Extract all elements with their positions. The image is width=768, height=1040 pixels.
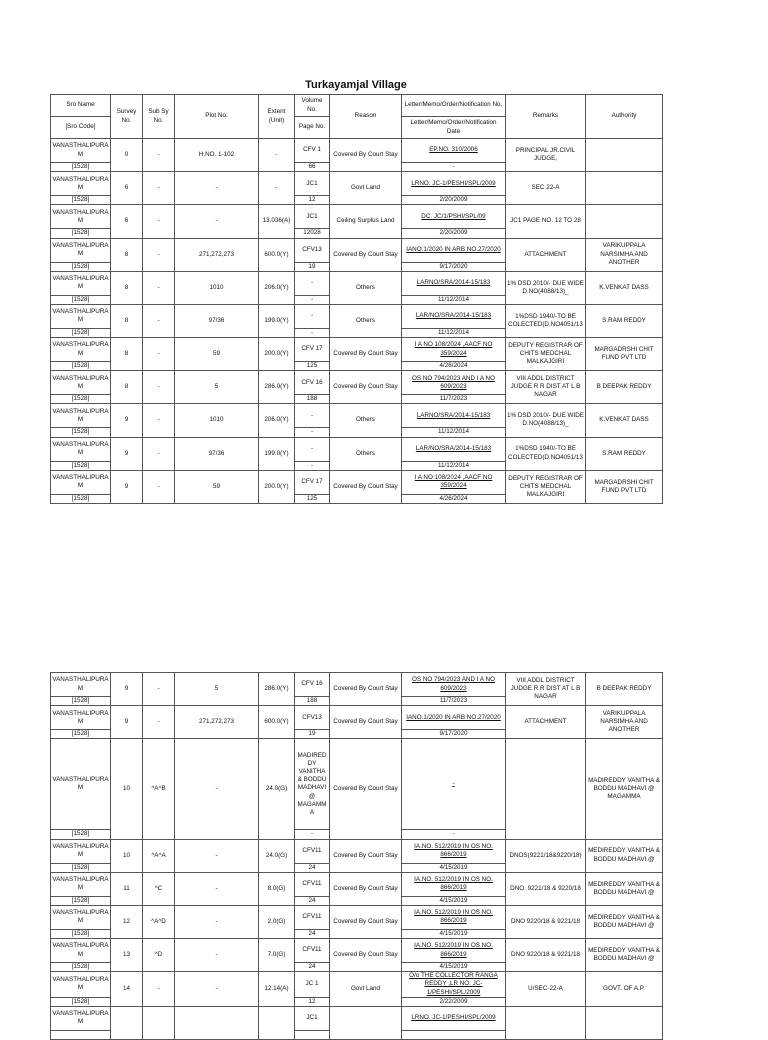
page-cell: 24 [295, 963, 330, 972]
authority-cell: MADIREDDY VANITHA & BODDU MADHAVI @ MAGAMMA [586, 739, 663, 839]
sro-name-cell: VANASTHALIPURAM [51, 939, 111, 963]
header-volume: Volume No. [295, 95, 330, 117]
survey-cell: 12 [111, 905, 143, 938]
sro-name-cell: VANASTHALIPURAM [51, 238, 111, 262]
plot-cell: - [175, 872, 259, 905]
table-row [51, 238, 663, 262]
reason-cell: Others [330, 304, 402, 337]
table-row [51, 470, 663, 494]
survey-cell [111, 1006, 143, 1039]
sro-name-cell: VANASTHALIPURAM [51, 839, 111, 863]
authority-cell: MARGADRSHI CHIT FUND PVT LTD [586, 470, 663, 503]
subsy-cell [143, 1006, 175, 1039]
letter-no-cell: LAR/NO/SRA/2014-15/183 [402, 437, 506, 461]
header-survey: Survey No. [111, 95, 143, 139]
plot-cell: 5 [175, 371, 259, 404]
table-row [51, 839, 663, 863]
extent-cell: 600.0(Y) [259, 706, 295, 739]
letter-no-cell: LARNO/SRA/2014-15/183 [402, 404, 506, 428]
survey-cell: 9 [111, 673, 143, 706]
letter-no-cell: I A NO 108/2024 ,AACF NO 359/2024 [402, 470, 506, 494]
header-plot: Plot No. [175, 95, 259, 139]
survey-cell: 9 [111, 706, 143, 739]
header-remarks: Remarks [506, 95, 586, 139]
page-cell: - [295, 830, 330, 839]
authority-cell: GOVT. OF A.P. [586, 972, 663, 1007]
volume-cell: - [295, 404, 330, 428]
reason-cell: Others [330, 404, 402, 437]
extent-cell: - [259, 139, 295, 172]
subsy-cell: ^C [143, 872, 175, 905]
sro-name-cell: VANASTHALIPURAM [51, 673, 111, 697]
remarks-cell: 1% DSD 2010/- DUE WIDE D.NO(4088/13)_ [506, 404, 586, 437]
header-authority: Authority [586, 95, 663, 139]
sro-name-cell: VANASTHALIPURAM [51, 1006, 111, 1030]
volume-cell: - [295, 437, 330, 461]
page-cell: 19 [295, 262, 330, 271]
sro-code-cell: [1528] [51, 328, 111, 337]
subsy-cell: - [143, 205, 175, 238]
page-cell: - [295, 428, 330, 437]
authority-cell: MEDIREDDY VANITHA & BODDU MADHAVI @ [586, 939, 663, 972]
survey-cell: 9 [111, 470, 143, 503]
authority-cell: MEDIREDDY VANITHA & BODDU MADHAVI @ [586, 905, 663, 938]
reason-cell: Ceiling Surplus Land [330, 205, 402, 238]
table-row [51, 872, 663, 896]
plot-cell [175, 1006, 259, 1039]
plot-cell: 59 [175, 338, 259, 371]
letter-no-cell: IANO.1/2020 IN ARB NO.27/2020 [402, 238, 506, 262]
plot-cell: - [175, 839, 259, 872]
sro-code-cell: [1528] [51, 163, 111, 172]
letter-no-cell: IA.NO. 512/2019 IN OS NO. 866/2019 [402, 839, 506, 863]
letter-no-cell: IA.NO. 512/2019 IN OS NO. 866/2019 [402, 905, 506, 929]
sro-name-cell: VANASTHALIPURAM [51, 172, 111, 196]
letter-date-cell: 4/15/2019 [402, 963, 506, 972]
plot-cell: 1010 [175, 271, 259, 304]
table-row [51, 172, 663, 196]
volume-cell: CFV 17 [295, 338, 330, 362]
remarks-cell: DNO 9220/18 & 9221/18 [506, 905, 586, 938]
reason-cell: Covered By Court Stay [330, 872, 402, 905]
remarks-cell: DEPUTY REGISTRAR OF CHITS MEDCHAL MALKAJGIRI [506, 338, 586, 371]
extent-cell: 200.0(Y) [259, 470, 295, 503]
extent-cell: 286.0(Y) [259, 371, 295, 404]
subsy-cell: - [143, 172, 175, 205]
header-subsy: Sub Sy No. [143, 95, 175, 139]
volume-cell: JC1 [295, 205, 330, 229]
sro-code-cell: [1528] [51, 494, 111, 503]
sro-name-cell: VANASTHALIPURAM [51, 404, 111, 428]
sro-code-cell: [1528] [51, 295, 111, 304]
sro-name-cell: VANASTHALIPURAM [51, 972, 111, 998]
sro-code-cell: [1528] [51, 929, 111, 938]
volume-cell: - [295, 304, 330, 328]
volume-cell: CFV 17 [295, 470, 330, 494]
letter-no-cell: LARNO/SRA/2014-15/183 [402, 271, 506, 295]
letter-no-cell: IA.NO. 512/2019 IN OS NO. 866/2019 [402, 872, 506, 896]
table-row [51, 404, 663, 428]
authority-cell: K.VENKAT DASS [586, 271, 663, 304]
letter-date-cell: 4/15/2019 [402, 863, 506, 872]
volume-cell: CFV11 [295, 872, 330, 896]
letter-no-cell: LRNO. JC-1/PESHI/SPL/2009 [402, 1006, 506, 1030]
remarks-cell: ATTACHMENT [506, 706, 586, 739]
page-cell: - [295, 328, 330, 337]
table-row [51, 706, 663, 730]
extent-cell: 2.0(G) [259, 905, 295, 938]
subsy-cell: - [143, 470, 175, 503]
page-cell: 24 [295, 863, 330, 872]
extent-cell: 8.0(G) [259, 872, 295, 905]
reason-cell: Others [330, 437, 402, 470]
letter-date-cell [402, 1030, 506, 1039]
sro-code-cell: [1528] [51, 428, 111, 437]
volume-cell: CFV11 [295, 839, 330, 863]
plot-cell: 59 [175, 470, 259, 503]
volume-cell: CFV 16 [295, 673, 330, 697]
sro-code-cell [51, 1030, 111, 1039]
authority-cell: S.RAM REDDY [586, 437, 663, 470]
table-row [51, 939, 663, 963]
survey-cell: 8 [111, 371, 143, 404]
sro-code-cell: [1528] [51, 697, 111, 706]
records-table-2 [50, 672, 663, 1040]
extent-cell [259, 1006, 295, 1039]
page-title: Turkayamjal Village [305, 79, 407, 91]
reason-cell: Covered By Court Stay [330, 739, 402, 839]
survey-cell: 10 [111, 739, 143, 839]
reason-cell: Covered By Court Stay [330, 673, 402, 706]
page-cell: 188 [295, 395, 330, 404]
volume-cell: CFV13 [295, 706, 330, 730]
sro-name-cell: VANASTHALIPURAM [51, 271, 111, 295]
sro-name-cell: VANASTHALIPURAM [51, 437, 111, 461]
extent-cell: 206.0(Y) [259, 271, 295, 304]
table-row [51, 673, 663, 697]
volume-cell: CFV 16 [295, 371, 330, 395]
table-row [51, 437, 663, 461]
table-row [51, 972, 663, 998]
table-row [51, 739, 663, 830]
sro-code-cell: [1528] [51, 362, 111, 371]
reason-cell [330, 1006, 402, 1039]
authority-cell: VARIKUPPALA NARSIMHA AND ANOTHER [586, 238, 663, 271]
survey-cell: 6 [111, 172, 143, 205]
authority-cell: MARGADRSHI CHIT FUND PVT LTD [586, 338, 663, 371]
remarks-cell: 1% DSD 2010/- DUE WIDE D.NO(4088/13)_ [506, 271, 586, 304]
letter-no-cell: LRNO. JC-1/PESHI/SPL/2009 [402, 172, 506, 196]
sro-code-cell: [1528] [51, 830, 111, 839]
page-cell: 12028 [295, 229, 330, 238]
letter-date-cell: 2/20/2009 [402, 229, 506, 238]
remarks-cell [506, 739, 586, 839]
letter-date-cell: 2/20/2009 [402, 196, 506, 205]
sro-code-cell: [1528] [51, 963, 111, 972]
sro-name-cell: VANASTHALIPURAM [51, 872, 111, 896]
table-row [51, 271, 663, 295]
plot-cell: 97/36 [175, 437, 259, 470]
subsy-cell: - [143, 271, 175, 304]
survey-cell: 8 [111, 238, 143, 271]
authority-cell [586, 172, 663, 205]
sro-code-cell: [1528] [51, 730, 111, 739]
survey-cell: 13 [111, 939, 143, 972]
reason-cell: Covered By Court Stay [330, 371, 402, 404]
remarks-cell: ATTACHMENT [506, 238, 586, 271]
table-row [51, 338, 663, 362]
plot-cell: - [175, 172, 259, 205]
records-table-1 [50, 94, 663, 504]
remarks-cell: U/SEC-22-A [506, 972, 586, 1007]
subsy-cell: ^A^D [143, 905, 175, 938]
extent-cell: 199.0(Y) [259, 437, 295, 470]
volume-cell: CFV13 [295, 238, 330, 262]
extent-cell: 600.0(Y) [259, 238, 295, 271]
authority-cell: MEDIREDDY VANITHA & BODDU MADHAVI @ [586, 839, 663, 872]
letter-no-cell: LAR/NO/SRA/2014-15/183 [402, 304, 506, 328]
subsy-cell: - [143, 972, 175, 1007]
survey-cell: 9 [111, 437, 143, 470]
sro-code-cell: [1528] [51, 395, 111, 404]
remarks-cell: JC1 PAGE NO. 12 TO 28 [506, 205, 586, 238]
reason-cell: Covered By Court Stay [330, 839, 402, 872]
extent-cell: 199.0(Y) [259, 304, 295, 337]
survey-cell: 11 [111, 872, 143, 905]
letter-date-cell: 4/26/2024 [402, 494, 506, 503]
letter-date-cell: 11/12/2014 [402, 328, 506, 337]
header-sro-code: [Sro Code] [51, 117, 111, 139]
extent-cell: 12.14(A) [259, 972, 295, 1007]
sro-name-cell: VANASTHALIPURAM [51, 205, 111, 229]
authority-cell: B DEEPAK REDDY [586, 673, 663, 706]
subsy-cell: - [143, 404, 175, 437]
subsy-cell: - [143, 139, 175, 172]
reason-cell: Covered By Court Stay [330, 905, 402, 938]
subsy-cell: - [143, 673, 175, 706]
authority-cell [586, 139, 663, 172]
table-row [51, 205, 663, 229]
page-cell: - [295, 461, 330, 470]
letter-no-cell: I A NO 108/2024 ,AACF NO 359/2024 [402, 338, 506, 362]
volume-cell: CFV 1 [295, 139, 330, 163]
remarks-cell: VIII ADDL DISTRICT JUDGE R R DIST AT L B NAGAR [506, 371, 586, 404]
extent-cell: 13.036(A) [259, 205, 295, 238]
letter-date-cell: 4/26/2024 [402, 362, 506, 371]
survey-cell: 8 [111, 271, 143, 304]
page-cell: 188 [295, 697, 330, 706]
reason-cell: Govt Land [330, 172, 402, 205]
page-cell: 125 [295, 362, 330, 371]
authority-cell: B DEEPAK REDDY [586, 371, 663, 404]
remarks-cell: DEPUTY REGISTRAR OF CHITS MEDCHAL MALKAJGIRI [506, 470, 586, 503]
subsy-cell: ^A^A [143, 839, 175, 872]
authority-cell: MEDIREDDY VANITHA & BODDU MADHAVI @ [586, 872, 663, 905]
page-cell: 12 [295, 196, 330, 205]
page-cell: - [295, 295, 330, 304]
letter-no-cell: O/o THE COLLECTOR RANGA REDDY ,LR NO. JC-1/PESHI/SPL/2009 [402, 972, 506, 998]
extent-cell: 206.0(Y) [259, 404, 295, 437]
letter-date-cell: 11/12/2014 [402, 461, 506, 470]
header-letter-date: Letter/Memo/Order/Notification Date [402, 117, 506, 139]
sro-code-cell: [1528] [51, 896, 111, 905]
page-cell: 66 [295, 163, 330, 172]
plot-cell: - [175, 972, 259, 1007]
sro-code-cell: [1528] [51, 262, 111, 271]
letter-date-cell: 2/22/2009 [402, 997, 506, 1006]
volume-cell: MADIREDDY VANITHA & BODDU MADHAVI @ MAGAMMA [295, 739, 330, 830]
reason-cell: Others [330, 271, 402, 304]
header-sro-name: Sro Name [51, 95, 111, 117]
extent-cell: 24.0(G) [259, 739, 295, 839]
page-cell: 24 [295, 929, 330, 938]
plot-cell: 1010 [175, 404, 259, 437]
volume-cell: JC1 [295, 1006, 330, 1030]
table-row [51, 139, 663, 163]
extent-cell: - [259, 172, 295, 205]
plot-cell: - [175, 905, 259, 938]
survey-cell: 8 [111, 304, 143, 337]
letter-date-cell: 11/7/2023 [402, 395, 506, 404]
survey-cell: 8 [111, 338, 143, 371]
sro-name-cell: VANASTHALIPURAM [51, 139, 111, 163]
letter-no-cell: IANO.1/2020 IN ARB NO.27/2020 [402, 706, 506, 730]
plot-cell: - [175, 205, 259, 238]
letter-date-cell: 11/12/2014 [402, 428, 506, 437]
sro-code-cell: [1528] [51, 229, 111, 238]
subsy-cell: ^A^B [143, 739, 175, 839]
sro-code-cell: [1528] [51, 461, 111, 470]
page-cell: 19 [295, 730, 330, 739]
letter-no-cell: IA.NO. 512/2019 IN OS NO. 866/2019 [402, 939, 506, 963]
survey-cell: 9 [111, 404, 143, 437]
plot-cell: 5 [175, 673, 259, 706]
sro-code-cell: [1528] [51, 196, 111, 205]
letter-date-cell: 4/15/2019 [402, 929, 506, 938]
plot-cell: - [175, 739, 259, 839]
extent-cell: 7.0(G) [259, 939, 295, 972]
sro-code-cell: [1528] [51, 997, 111, 1006]
subsy-cell: - [143, 706, 175, 739]
authority-cell: K.VENKAT DASS [586, 404, 663, 437]
letter-date-cell: 9/17/2020 [402, 262, 506, 271]
reason-cell: Govt Land [330, 972, 402, 1007]
volume-cell: CFV11 [295, 939, 330, 963]
letter-date-cell: 11/7/2023 [402, 697, 506, 706]
page-cell: 24 [295, 896, 330, 905]
survey-cell: 14 [111, 972, 143, 1007]
plot-cell: 271,272,273 [175, 238, 259, 271]
letter-no-cell: DC. JC/1/PSHI/SPL/09 [402, 205, 506, 229]
authority-cell: VARIKUPPALA NARSIMHA AND ANOTHER [586, 706, 663, 739]
letter-no-cell: OS NO 794/2023 AND I A NO 609/2023 [402, 371, 506, 395]
letter-date-cell: 4/15/2019 [402, 896, 506, 905]
letter-date-cell: - [402, 163, 506, 172]
page-cell: 12 [295, 997, 330, 1006]
table-row [51, 905, 663, 929]
table-row [51, 371, 663, 395]
remarks-cell [506, 1006, 586, 1039]
letter-date-cell: 11/12/2014 [402, 295, 506, 304]
letter-date-cell: 9/17/2020 [402, 730, 506, 739]
header-page: Page No. [295, 117, 330, 139]
remarks-cell: DNOS(9221/18&9220/18) [506, 839, 586, 872]
remarks-cell: SEC 22-A [506, 172, 586, 205]
remarks-cell: PRINCIPAL JR.CIVIL JUDGE, [506, 139, 586, 172]
letter-no-cell: EP.NO. 310/2006 [402, 139, 506, 163]
subsy-cell: - [143, 437, 175, 470]
table-row [51, 1006, 663, 1030]
volume-cell: JC 1 [295, 972, 330, 998]
plot-cell: H.NO. 1-102 [175, 139, 259, 172]
reason-cell: Covered By Court Stay [330, 139, 402, 172]
page-cell [295, 1030, 330, 1039]
authority-cell: S.RAM REDDY [586, 304, 663, 337]
sro-name-cell: VANASTHALIPURAM [51, 304, 111, 328]
reason-cell: Covered By Court Stay [330, 338, 402, 371]
reason-cell: Covered By Court Stay [330, 939, 402, 972]
remarks-cell: 1%DSD 1940/-TO BE COLECTED(D.NO4051/13 [506, 437, 586, 470]
extent-cell: 200.0(Y) [259, 338, 295, 371]
subsy-cell: - [143, 304, 175, 337]
extent-cell: 286.0(Y) [259, 673, 295, 706]
letter-date-cell: - [402, 830, 506, 839]
sro-name-cell: VANASTHALIPURAM [51, 905, 111, 929]
extent-cell: 24.0(G) [259, 839, 295, 872]
sro-code-cell: [1528] [51, 863, 111, 872]
authority-cell [586, 205, 663, 238]
volume-cell: CFV11 [295, 905, 330, 929]
sro-name-cell: VANASTHALIPURAM [51, 739, 111, 830]
letter-no-cell: - [402, 739, 506, 830]
page-cell: 125 [295, 494, 330, 503]
table-row [51, 304, 663, 328]
sro-name-cell: VANASTHALIPURAM [51, 371, 111, 395]
authority-cell [586, 1006, 663, 1039]
sro-name-cell: VANASTHALIPURAM [51, 338, 111, 362]
subsy-cell: ^D [143, 939, 175, 972]
survey-cell: 10 [111, 839, 143, 872]
subsy-cell: - [143, 338, 175, 371]
header-reason: Reason [330, 95, 402, 139]
remarks-cell: DNO 9220/18 & 9221/18 [506, 939, 586, 972]
volume-cell: JC1 [295, 172, 330, 196]
header-extent: Extent (Unit) [259, 95, 295, 139]
reason-cell: Covered By Court Stay [330, 238, 402, 271]
volume-cell: - [295, 271, 330, 295]
survey-cell: 6 [111, 205, 143, 238]
header-letter-no: Letter/Memo/Order/Notification No. [402, 95, 506, 117]
letter-no-cell: OS NO 794/2023 AND I A NO 609/2023 [402, 673, 506, 697]
subsy-cell: - [143, 371, 175, 404]
remarks-cell: DNO. 9221/18 & 9220/18 [506, 872, 586, 905]
remarks-cell: 1%DSD 1940/-TO BE COLECTED(D.NO4051/13 [506, 304, 586, 337]
sro-name-cell: VANASTHALIPURAM [51, 470, 111, 494]
survey-cell: 0 [111, 139, 143, 172]
sro-name-cell: VANASTHALIPURAM [51, 706, 111, 730]
plot-cell: - [175, 939, 259, 972]
plot-cell: 97/36 [175, 304, 259, 337]
reason-cell: Covered By Court Stay [330, 706, 402, 739]
reason-cell: Covered By Court Stay [330, 470, 402, 503]
subsy-cell: - [143, 238, 175, 271]
plot-cell: 271,272,273 [175, 706, 259, 739]
remarks-cell: VIII ADDL DISTRICT JUDGE R R DIST AT L B NAGAR [506, 673, 586, 706]
